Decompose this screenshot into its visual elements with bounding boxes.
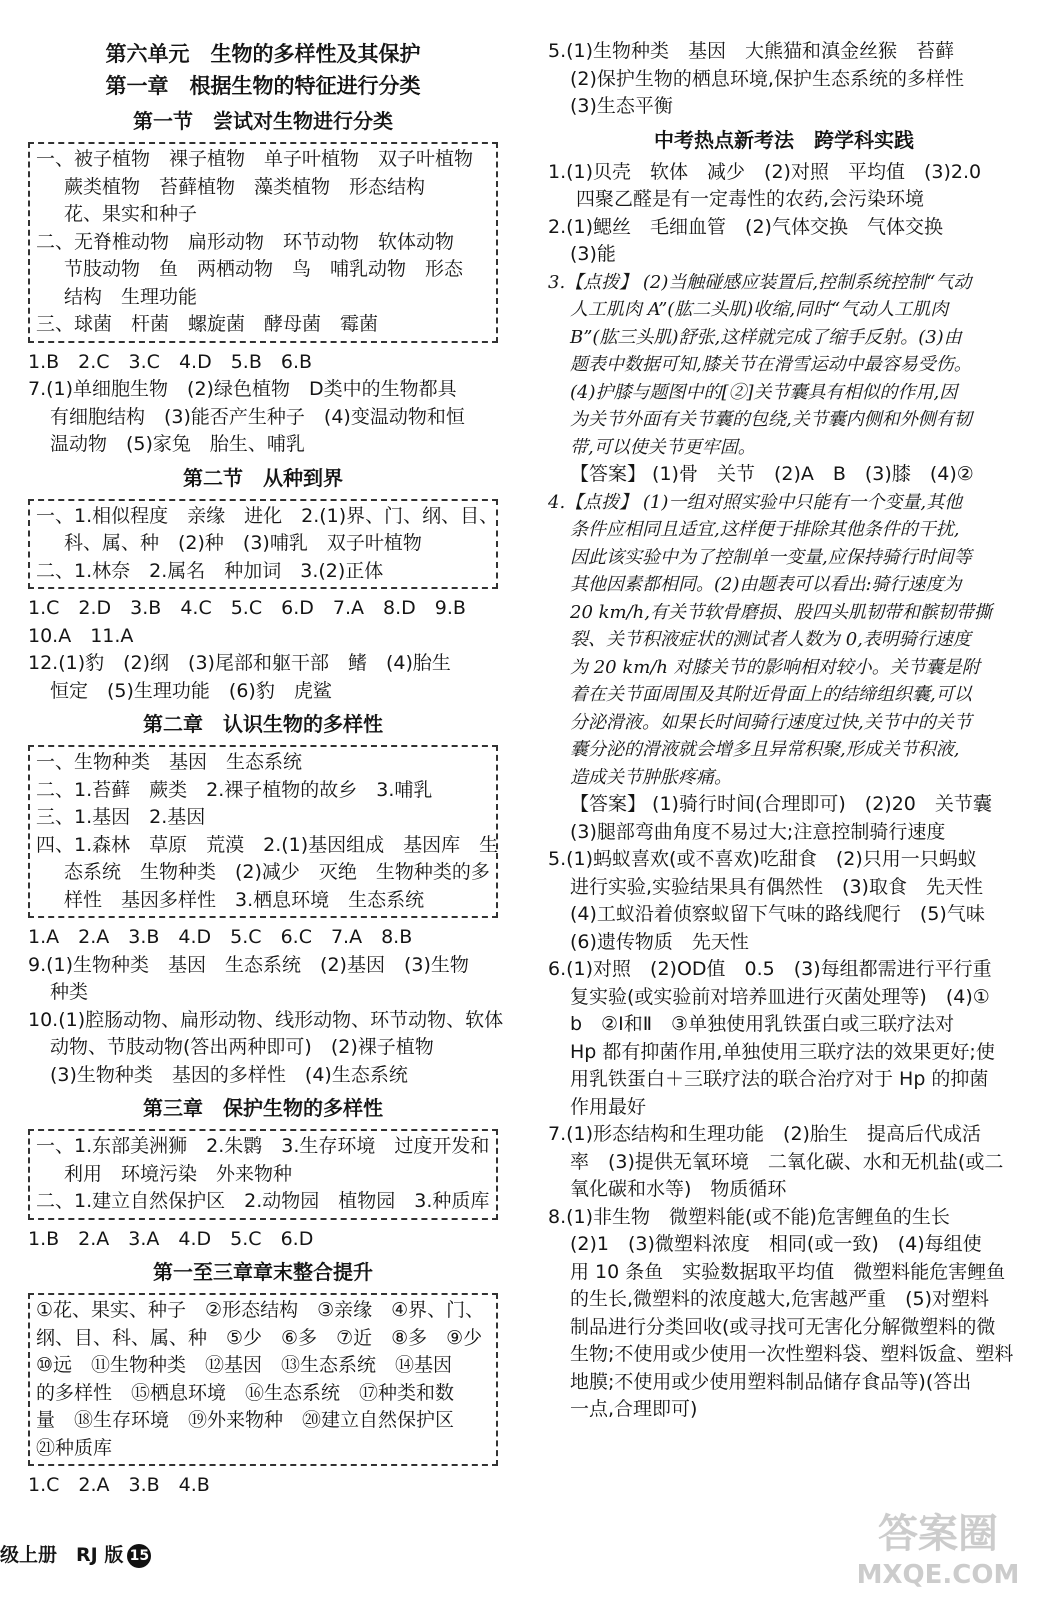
- box-line: ㉑种质库: [36, 1436, 113, 1459]
- tip-line: 3.【点拨】 (2)当触碰感应装置后,控制系统控制“气动: [548, 271, 972, 293]
- answer-line: 恒定 (5)生理功能 (6)豹 虎鲨: [50, 679, 332, 702]
- answer-line: 1.B 2.A 3.A 4.D 5.C 6.D: [28, 1227, 314, 1250]
- box-line: 样性 基因多样性 3.栖息环境 生态系统: [64, 888, 425, 911]
- answer-line: 用乳铁蛋白＋三联疗法的联合治疗对于 Hp 的抑菌: [570, 1068, 989, 1090]
- answer-line: 氧化碳和水等) 物质循环: [570, 1178, 787, 1200]
- tip-line: 分泌滑液。如果长时间骑行速度过快,关节中的关节: [570, 711, 972, 733]
- answer-line: 7.(1)单细胞生物 (2)绿色植物 D类中的生物都具: [28, 378, 457, 400]
- answer-line: 1.A 2.A 3.B 4.D 5.C 6.C 7.A 8.B: [28, 926, 413, 948]
- tip-line: (4)护膝与题图中的[②]关节囊具有相似的作用,因: [570, 381, 958, 403]
- box-line: ①花、果实、种子 ②形态结构 ③亲缘 ④界、门、: [36, 1299, 485, 1321]
- answer-line: 一点,合理即可): [570, 1398, 698, 1420]
- answer-line: 5.(1)蚂蚁喜欢(或不喜欢)吃甜食 (2)只用一只蚂蚁: [548, 848, 977, 870]
- answer-line: 作用最好: [570, 1095, 647, 1118]
- right-column: [548, 38, 1020, 1424]
- tip-line: 题表中数据可知,膝关节在滑雪运动中最容易受伤。: [570, 354, 972, 375]
- box-line: 四、1.森林 草原 荒漠 2.(1)基因组成 基因库 生: [36, 833, 499, 856]
- answer-line: 【答案】 (1)骨 关节 (2)A B (3)膝 (4)②: [570, 463, 974, 485]
- answer-line: 的生长,微塑料的浓度越大,危害越严重 (5)对塑料: [570, 1288, 989, 1310]
- watermark-logo: [838, 1495, 1038, 1595]
- answer-line: 制品进行分类回收(或寻找可无害化分解微塑料的微: [570, 1315, 996, 1338]
- exam-section-title: 中考热点新考法 跨学科实践: [654, 127, 914, 152]
- answer-line: 2.(1)鳃丝 毛细血管 (2)气体交换 气体交换: [548, 215, 943, 238]
- chapter1-title: 第一章 根据生物的特征进行分类: [105, 74, 421, 98]
- box-line: 节肢动物 鱼 两栖动物 鸟 哺乳动物 形态: [64, 258, 464, 280]
- summary-answer-box: [28, 1293, 498, 1466]
- answer-line: 1.C 2.A 3.B 4.B: [28, 1474, 210, 1496]
- box-line: 三、1.基因 2.基因: [36, 806, 206, 828]
- answer-line: 1.(1)贝壳 软体 减少 (2)对照 平均值 (3)2.0: [548, 160, 982, 183]
- answer-line: (4)工蚁沿着侦察蚁留下气味的路线爬行 (5)气味: [570, 903, 985, 925]
- box-line: 利用 环境污染 外来物种: [64, 1162, 293, 1185]
- answer-line: 动物、节肢动物(答出两种即可) (2)裸子植物: [50, 1036, 434, 1058]
- tip-line: 人工肌肉 A”(肱二头肌)收缩,同时“气动人工肌肉: [570, 299, 949, 320]
- unit-title: 第六单元 生物的多样性及其保护: [105, 42, 421, 66]
- tip-line: 着在关节面周围及其附近骨面上的结缔组织囊,可以: [570, 684, 972, 705]
- chapter2-title: 第二章 认识生物的多样性: [143, 712, 383, 736]
- watermark-bottom-text: MXQE.COM: [856, 1560, 1020, 1590]
- section1-title: 第一节 尝试对生物进行分类: [133, 109, 393, 133]
- answer-line: 10.A 11.A: [28, 624, 134, 647]
- answer-line: 用 10 条鱼 实验数据取平均值 微塑料能危害鲤鱼: [570, 1260, 1006, 1283]
- answer-line: (2)保护生物的栖息环境,保护生态系统的多样性: [570, 67, 964, 90]
- chapter2-answer-box: [28, 745, 498, 918]
- answer-line: 进行实验,实验结果具有偶然性 (3)取食 先天性: [570, 875, 983, 898]
- answer-line: (3)生态平衡: [570, 95, 673, 117]
- box-line: 二、无脊椎动物 扁形动物 环节动物 软体动物: [36, 230, 455, 253]
- tip-line: 带,可以使关节更牢固。: [570, 436, 756, 458]
- answer-line: 有细胞结构 (3)能否产生种子 (4)变温动物和恒: [50, 405, 465, 428]
- answer-line: 四聚乙醛是有一定毒性的农药,会污染环境: [576, 188, 925, 210]
- answer-line: 9.(1)生物种类 基因 生态系统 (2)基因 (3)生物: [28, 953, 469, 976]
- answer-line: b ②Ⅰ和Ⅱ ③单独使用乳铁蛋白或三联疗法对: [570, 1013, 955, 1035]
- answer-line: 【答案】 (1)骑行时间(合理即可) (2)20 关节囊: [570, 793, 992, 815]
- box-line: 二、1.苔藓 蕨类 2.裸子植物的故乡 3.哺乳: [36, 778, 433, 801]
- answer-line: (3)生物种类 基因的多样性 (4)生态系统: [50, 1063, 408, 1086]
- section2-title: 第二节 从种到界: [183, 465, 343, 490]
- tip-line: 其他因素都相同。(2)由题表可以看出:骑行速度为: [570, 574, 962, 595]
- answer-line: 1.C 2.D 3.B 4.C 5.C 6.D 7.A 8.D 9.B: [28, 597, 466, 619]
- tip-line: 为 20 km/h 对膝关节的影响相对较小。关节囊是附: [570, 656, 980, 678]
- box-line: 纲、目、科、属、种 ⑤少 ⑥多 ⑦近 ⑧多 ⑨少: [36, 1326, 483, 1349]
- box-line: 蕨类植物 苔藓植物 藻类植物 形态结构: [64, 175, 426, 198]
- chapter3-title: 第三章 保护生物的多样性: [143, 1096, 383, 1120]
- answer-line: 复实验(或实验前对培养皿进行灭菌处理等) (4)①: [570, 985, 990, 1008]
- answer-line: (3)腿部弯曲角度不易过大;注意控制骑行速度: [570, 820, 946, 843]
- answer-line: 8.(1)非生物 微塑料能(或不能)危害鲤鱼的生长: [548, 1205, 950, 1228]
- answer-line: 6.(1)对照 (2)OD值 0.5 (3)每组都需进行平行重: [548, 958, 992, 980]
- page-number: 15: [127, 1544, 151, 1568]
- answer-line: 12.(1)豹 (2)纲 (3)尾部和躯干部 鳍 (4)胎生: [28, 652, 451, 674]
- box-line: 态系统 生物种类 (2)减少 灭绝 生物种类的多: [64, 861, 490, 883]
- tip-line: 为关节外面有关节囊的包绕,关节囊内侧和外侧有韧: [570, 409, 972, 430]
- tip-line: 裂、关节积液症状的测试者人数为 0,表明骑行速度: [570, 629, 971, 650]
- box-line: 一、1.东部美洲狮 2.朱鹮 3.生存环境 过度开发和: [36, 1135, 490, 1157]
- answer-line: 生物;不使用或少使用一次性塑料袋、塑料饭盒、塑料: [570, 1343, 1014, 1365]
- answer-line: 种类: [50, 981, 89, 1003]
- answer-line: Hp 都有抑菌作用,单独使用三联疗法的效果更好;使: [570, 1040, 995, 1063]
- box-line: 一、被子植物 裸子植物 单子叶植物 双子叶植物: [36, 148, 474, 170]
- box-line: 二、1.林奈 2.属名 种加词 3.(2)正体: [36, 559, 384, 582]
- answer-line: (6)遗传物质 先天性: [570, 930, 749, 953]
- box-line: 的多样性 ⑮栖息环境 ⑯生态系统 ⑰种类和数: [36, 1381, 455, 1404]
- section2-answer-box: [28, 499, 498, 590]
- chapter3-answer-box: [28, 1129, 498, 1220]
- answer-line: 1.B 2.C 3.C 4.D 5.B 6.B: [28, 350, 313, 373]
- box-line: 一、生物种类 基因 生态系统: [36, 751, 303, 773]
- summary-title: 第一至三章章末整合提升: [153, 1260, 373, 1284]
- tip-line: 囊分泌的滑液就会增多且异常积聚,形成关节积液,: [570, 739, 960, 760]
- box-line: 一、1.相似程度 亲缘 进化 2.(1)界、门、纲、目、: [36, 504, 499, 527]
- tip-line: 条件应相同且适宜,这样便于排除其他条件的干扰,: [570, 519, 960, 540]
- box-line: 量 ⑱生存环境 ⑲外来物种 ⑳建立自然保护区: [36, 1409, 455, 1431]
- q4-tip: [548, 489, 1020, 792]
- answer-line: (2)1 (3)微塑料浓度 相同(或一致) (4)每组使: [570, 1233, 982, 1255]
- answer-line: 5.(1)生物种类 基因 大熊猫和滇金丝猴 苔藓: [548, 40, 955, 62]
- q3-tip: [548, 269, 1020, 462]
- answer-line: (3)能: [570, 243, 616, 265]
- answer-line: 7.(1)形态结构和生理功能 (2)胎生 提高后代成活: [548, 1123, 981, 1145]
- box-line: 三、球菌 杆菌 螺旋菌 酵母菌 霉菌: [36, 313, 379, 335]
- tip-line: 4.【点拨】 (1)一组对照实验中只能有一个变量,其他: [548, 491, 963, 513]
- tip-line: 因此该实验中为了控制单一变量,应保持骑行时间等: [570, 546, 972, 568]
- tip-line: B”(肱三头肌)舒张,这样就完成了缩手反射。(3)由: [570, 326, 962, 348]
- footer-text: 级上册 RJ 版: [0, 1544, 124, 1566]
- box-line: 科、属、种 (2)种 (3)哺乳 双子叶植物: [64, 532, 422, 554]
- watermark-top-text: 答案圈: [878, 1511, 998, 1557]
- box-line: 花、果实和种子: [64, 203, 198, 225]
- section1-answer-box: [28, 142, 498, 343]
- tip-line: 造成关节肿胀疼痛。: [570, 766, 732, 788]
- tip-line: 20 km/h,有关节软骨磨损、股四头肌韧带和髌韧带撕: [570, 601, 992, 623]
- answer-line: 10.(1)腔肠动物、扁形动物、线形动物、环节动物、软体: [28, 1008, 504, 1031]
- box-line: 结构 生理功能: [64, 285, 198, 308]
- box-line: 二、1.建立自然保护区 2.动物园 植物园 3.种质库: [36, 1190, 490, 1212]
- page-footer: [0, 1540, 151, 1568]
- answer-line: 地膜;不使用或少使用塑料制品储存食品等)(答出: [570, 1370, 972, 1393]
- left-column: [28, 38, 504, 1500]
- answer-line: 率 (3)提供无氧环境 二氧化碳、水和无机盐(或二: [570, 1150, 1004, 1173]
- answer-line: 温动物 (5)家兔 胎生、哺乳: [50, 433, 305, 455]
- box-line: ⑩远 ⑪生物种类 ⑫基因 ⑬生态系统 ⑭基因: [36, 1354, 453, 1376]
